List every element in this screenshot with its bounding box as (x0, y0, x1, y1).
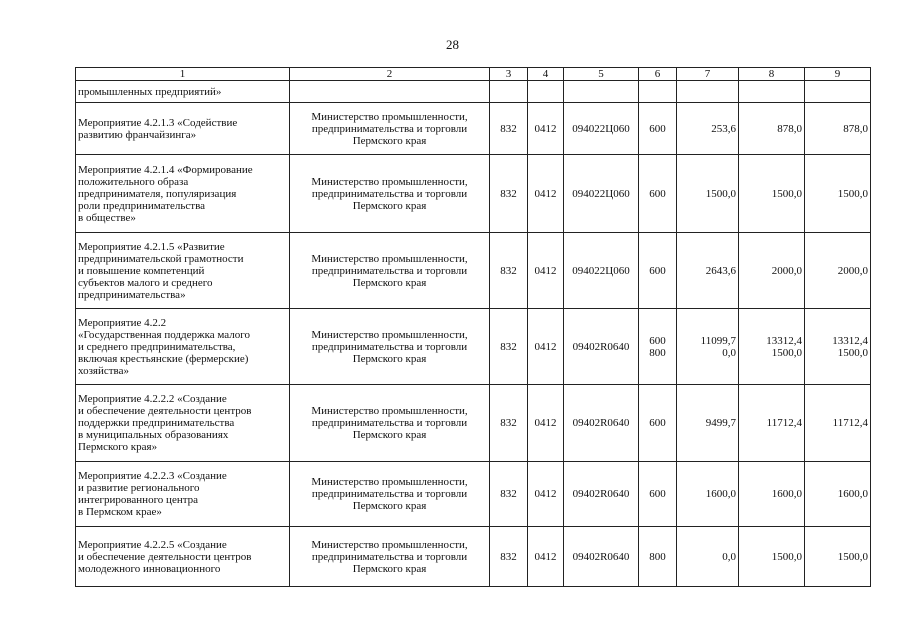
expense-type (639, 309, 677, 385)
executor-line: предпринимательства и торговли (311, 550, 468, 563)
expense-type (639, 233, 677, 309)
activity-name-line: и развитие регионального (78, 482, 200, 494)
amount-col7 (677, 462, 739, 527)
amount-col9-line: 1500,0 (837, 346, 868, 359)
executor-line: Пермского края (352, 199, 427, 212)
activity-name-line: роли предпринимательства (78, 199, 206, 212)
ministry-code: 832 (490, 527, 528, 587)
amount-col9-line: 1600,0 (837, 488, 868, 500)
amount-col7 (677, 155, 739, 233)
expense-type-line: 600 (649, 488, 666, 500)
executor-line: Пермского края (352, 500, 427, 512)
amount-col7 (677, 385, 739, 462)
executor-line: предпринимательства и торговли (311, 264, 468, 277)
column-header-row (76, 68, 871, 81)
amount-col7-line: 0,0 (722, 346, 736, 359)
amount-col8-line: 2000,0 (771, 264, 802, 277)
activity-name-line: Мероприятие 4.2.2.3 «Создание (78, 470, 227, 482)
target-article: 09402R0640 (564, 309, 639, 385)
amount-col7-line: 253,6 (711, 122, 736, 135)
amount-col9-line: 11712,4 (832, 417, 868, 429)
ministry-code: 832 (490, 233, 528, 309)
executor-line: предпринимательства и торговли (311, 122, 468, 135)
continued-row (76, 81, 871, 103)
table-row (76, 309, 871, 385)
amount-col9-line: 878,0 (843, 122, 868, 135)
ministry-code: 832 (490, 155, 528, 233)
amount-col8 (739, 103, 805, 155)
target-article: 094022Ц060 (564, 103, 639, 155)
executor (290, 155, 490, 233)
activity-name (76, 462, 290, 527)
amount-col8-line: 1500,0 (771, 550, 802, 563)
amount-col9 (805, 527, 871, 587)
amount-col9-line: 13312,4 (832, 334, 868, 347)
amount-col7-line: 1600,0 (705, 488, 736, 500)
activity-name-line: и среднего предпринимательства, (78, 340, 236, 353)
amount-col8 (739, 309, 805, 385)
activity-name-line: предпринимательства» (78, 288, 186, 301)
column-header: 2 (290, 68, 490, 81)
executor (290, 233, 490, 309)
section-code: 0412 (528, 155, 564, 233)
amount-col9 (805, 462, 871, 527)
amount-col8-line: 11712,4 (766, 417, 802, 429)
column-header: 6 (639, 68, 677, 81)
expense-type (639, 527, 677, 587)
section-code: 0412 (528, 462, 564, 527)
expense-type (639, 103, 677, 155)
continued-text: промышленных предприятий» (76, 81, 290, 103)
executor-line: Пермского края (352, 429, 427, 441)
executor (290, 309, 490, 385)
executor (290, 385, 490, 462)
expense-type (639, 462, 677, 527)
activity-name-line: молодежного инновационного (78, 562, 221, 575)
activity-name-line: положительного образа (78, 175, 189, 188)
expense-type-line: 600 (649, 122, 666, 135)
amount-col8-line: 1500,0 (771, 187, 802, 200)
activity-name-line: в Пермском крае» (78, 506, 162, 518)
activity-name-line: в муниципальных образованиях (78, 429, 229, 441)
executor-line: Министерство промышленности, (311, 175, 468, 188)
executor-line: Пермского края (352, 562, 427, 575)
ministry-code: 832 (490, 385, 528, 462)
amount-col7-line: 1500,0 (705, 187, 736, 200)
target-article: 09402R0640 (564, 462, 639, 527)
executor-line: Пермского края (352, 276, 427, 289)
amount-col8 (739, 155, 805, 233)
activity-name-line: предпринимателя, популяризация (78, 187, 237, 200)
amount-col8 (739, 462, 805, 527)
column-header: 1 (76, 68, 290, 81)
activity-name-line: и обеспечение деятельности центров (78, 405, 252, 417)
table-row (76, 385, 871, 462)
table-row (76, 527, 871, 587)
executor-line: Министерство промышленности, (311, 476, 468, 488)
amount-col7 (677, 233, 739, 309)
target-article: 09402R0640 (564, 385, 639, 462)
activity-name-line: развитию франчайзинга» (78, 128, 197, 141)
activity-name (76, 527, 290, 587)
amount-col9 (805, 309, 871, 385)
activity-name-line: Мероприятие 4.2.1.5 «Развитие (78, 240, 225, 253)
amount-col8-line: 878,0 (777, 122, 802, 135)
executor-line: Министерство промышленности, (311, 328, 468, 341)
column-header: 5 (564, 68, 639, 81)
executor-line: Министерство промышленности, (311, 252, 468, 265)
amount-col7 (677, 309, 739, 385)
expense-type-line: 800 (649, 550, 666, 563)
column-header: 3 (490, 68, 528, 81)
activity-name-line: предпринимательской грамотности (78, 252, 244, 265)
ministry-code: 832 (490, 103, 528, 155)
expense-type-line: 600 (649, 417, 666, 429)
expense-type-line: 800 (649, 346, 666, 359)
page-number: 28 (446, 37, 459, 52)
amount-col9-line: 1500,0 (837, 550, 868, 563)
budget-table (75, 67, 871, 587)
amount-col8-line: 1500,0 (771, 346, 802, 359)
section-code: 0412 (528, 385, 564, 462)
expense-type (639, 385, 677, 462)
target-article: 094022Ц060 (564, 155, 639, 233)
activity-name-line: поддержки предпринимательства (78, 417, 235, 429)
executor-line: Министерство промышленности, (311, 538, 468, 551)
column-header: 9 (805, 68, 871, 81)
activity-name-line: в обществе» (78, 211, 136, 224)
activity-name-line: Пермского края» (78, 441, 158, 453)
target-article: 09402R0640 (564, 527, 639, 587)
activity-name (76, 155, 290, 233)
executor-line: Пермского края (352, 134, 427, 147)
amount-col7-line: 0,0 (722, 550, 736, 563)
activity-name-line: включая крестьянские (фермерские) (78, 352, 249, 365)
table-row (76, 155, 871, 233)
executor-line: предпринимательства и торговли (311, 488, 468, 500)
table-row (76, 462, 871, 527)
amount-col7 (677, 527, 739, 587)
expense-type-line: 600 (649, 187, 666, 200)
amount-col9 (805, 103, 871, 155)
target-article: 094022Ц060 (564, 233, 639, 309)
activity-name (76, 233, 290, 309)
activity-name (76, 309, 290, 385)
amount-col7-line: 11099,7 (700, 334, 736, 347)
column-header: 4 (528, 68, 564, 81)
amount-col7 (677, 103, 739, 155)
activity-name-line: «Государственная поддержка малого (78, 328, 251, 341)
amount-col8-line: 1600,0 (771, 488, 802, 500)
activity-name-line: Мероприятие 4.2.2 (78, 316, 167, 329)
activity-name (76, 103, 290, 155)
activity-name-line: хозяйства» (78, 364, 129, 377)
table-row (76, 233, 871, 309)
amount-col8-line: 13312,4 (766, 334, 802, 347)
amount-col9 (805, 155, 871, 233)
activity-name-line: интегрированного центра (78, 494, 199, 506)
activity-name-line: и обеспечение деятельности центров (78, 550, 252, 563)
column-header: 7 (677, 68, 739, 81)
amount-col9 (805, 233, 871, 309)
section-code: 0412 (528, 527, 564, 587)
ministry-code: 832 (490, 309, 528, 385)
table-row (76, 103, 871, 155)
activity-name (76, 385, 290, 462)
executor-line: предпринимательства и торговли (311, 417, 468, 429)
amount-col9 (805, 385, 871, 462)
expense-type (639, 155, 677, 233)
amount-col8 (739, 385, 805, 462)
executor-line: предпринимательства и торговли (311, 340, 468, 353)
executor-line: предпринимательства и торговли (311, 187, 468, 200)
activity-name-line: субъектов малого и среднего (78, 276, 213, 289)
executor (290, 462, 490, 527)
amount-col7-line: 2643,6 (705, 264, 736, 277)
column-header: 8 (739, 68, 805, 81)
executor-line: Министерство промышленности, (311, 110, 468, 123)
activity-name-line: Мероприятие 4.2.1.4 «Формирование (78, 163, 253, 176)
executor-line: Министерство промышленности, (311, 405, 468, 417)
section-code: 0412 (528, 233, 564, 309)
activity-name-line: Мероприятие 4.2.1.3 «Содействие (78, 116, 238, 129)
amount-col7-line: 9499,7 (705, 417, 736, 429)
amount-col9-line: 2000,0 (837, 264, 868, 277)
activity-name-line: Мероприятие 4.2.2.5 «Создание (78, 538, 227, 551)
executor (290, 103, 490, 155)
expense-type-line: 600 (649, 264, 666, 277)
expense-type-line: 600 (649, 334, 666, 347)
section-code: 0412 (528, 309, 564, 385)
amount-col8 (739, 233, 805, 309)
section-code: 0412 (528, 103, 564, 155)
executor-line: Пермского края (352, 352, 427, 365)
amount-col9-line: 1500,0 (837, 187, 868, 200)
activity-name-line: Мероприятие 4.2.2.2 «Создание (78, 393, 227, 405)
activity-name-line: и повышение компетенций (78, 264, 205, 277)
amount-col8 (739, 527, 805, 587)
executor (290, 527, 490, 587)
ministry-code: 832 (490, 462, 528, 527)
